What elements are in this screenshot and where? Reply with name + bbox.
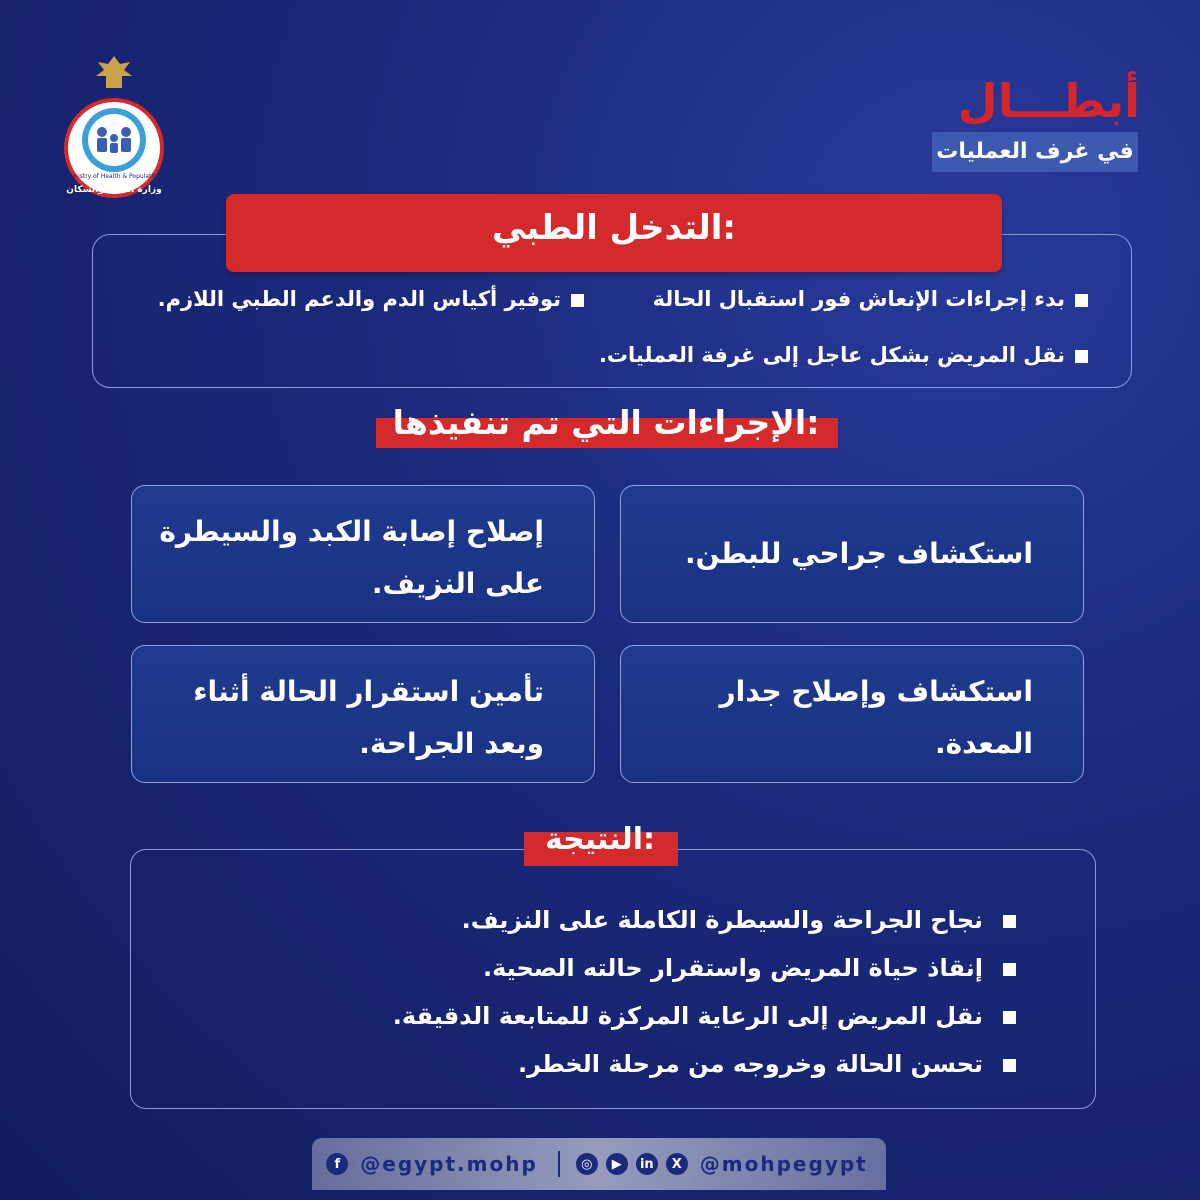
eagle-emblem-icon <box>96 56 132 88</box>
result-heading: النتيجة: <box>544 822 656 857</box>
list-item: توفير أكياس الدم والدعم الطبي اللازم. <box>158 284 584 314</box>
ministry-logo <box>48 50 180 200</box>
square-bullet-icon <box>1003 1059 1016 1072</box>
procedure-card: استكشاف وإصلاح جدار المعدة. <box>620 645 1084 783</box>
logo-arabic-text: وزارة الصحة والسكان <box>66 185 162 195</box>
procedure-card: تأمين استقرار الحالة أثناء وبعد الجراحة. <box>131 645 595 783</box>
x-icon[interactable]: X <box>666 1153 688 1175</box>
square-bullet-icon <box>1003 915 1016 928</box>
list-item: نجاح الجراحة والسيطرة الكاملة على النزيف. <box>393 896 1016 944</box>
square-bullet-icon <box>1075 294 1088 307</box>
square-bullet-icon <box>571 294 584 307</box>
list-item: إنقاذ حياة المريض واستقرار حالته الصحية. <box>393 944 1016 992</box>
result-list <box>393 896 1016 1088</box>
square-bullet-icon <box>1003 963 1016 976</box>
facebook-handle[interactable]: @egypt.mohp <box>360 1152 538 1176</box>
list-item: نقل المريض بشكل عاجل إلى غرفة العمليات. <box>599 340 1088 370</box>
series-subtitle: في غرف العمليات <box>932 132 1138 172</box>
list-item: بدء إجراءات الإنعاش فور استقبال الحالة <box>653 284 1088 314</box>
linkedin-icon[interactable]: in <box>636 1153 658 1175</box>
square-bullet-icon <box>1003 1011 1016 1024</box>
divider <box>558 1151 560 1177</box>
facebook-icon[interactable]: f <box>326 1153 348 1175</box>
list-item: نقل المريض إلى الرعاية المركزة للمتابعة الدقيقة. <box>393 992 1016 1040</box>
list-item: تحسن الحالة وخروجه من مرحلة الخطر. <box>393 1040 1016 1088</box>
procedures-heading: الإجراءات التي تم تنفيذها: <box>392 403 820 442</box>
square-bullet-icon <box>1075 350 1088 363</box>
social-footer <box>312 1138 886 1190</box>
logo-ring-text: Ministry of Health & Population <box>67 173 161 180</box>
procedure-card: إصلاح إصابة الكبد والسيطرة على النزيف. <box>131 485 595 623</box>
series-badge <box>928 70 1140 174</box>
youtube-icon[interactable]: ▶ <box>606 1153 628 1175</box>
intervention-heading: التدخل الطبي: <box>226 194 1002 272</box>
procedure-card: استكشاف جراحي للبطن. <box>620 485 1084 623</box>
series-title: أبطـــال <box>957 74 1140 128</box>
instagram-icon[interactable]: ◎ <box>576 1153 598 1175</box>
social-handle[interactable]: @mohpegypt <box>699 1152 868 1176</box>
